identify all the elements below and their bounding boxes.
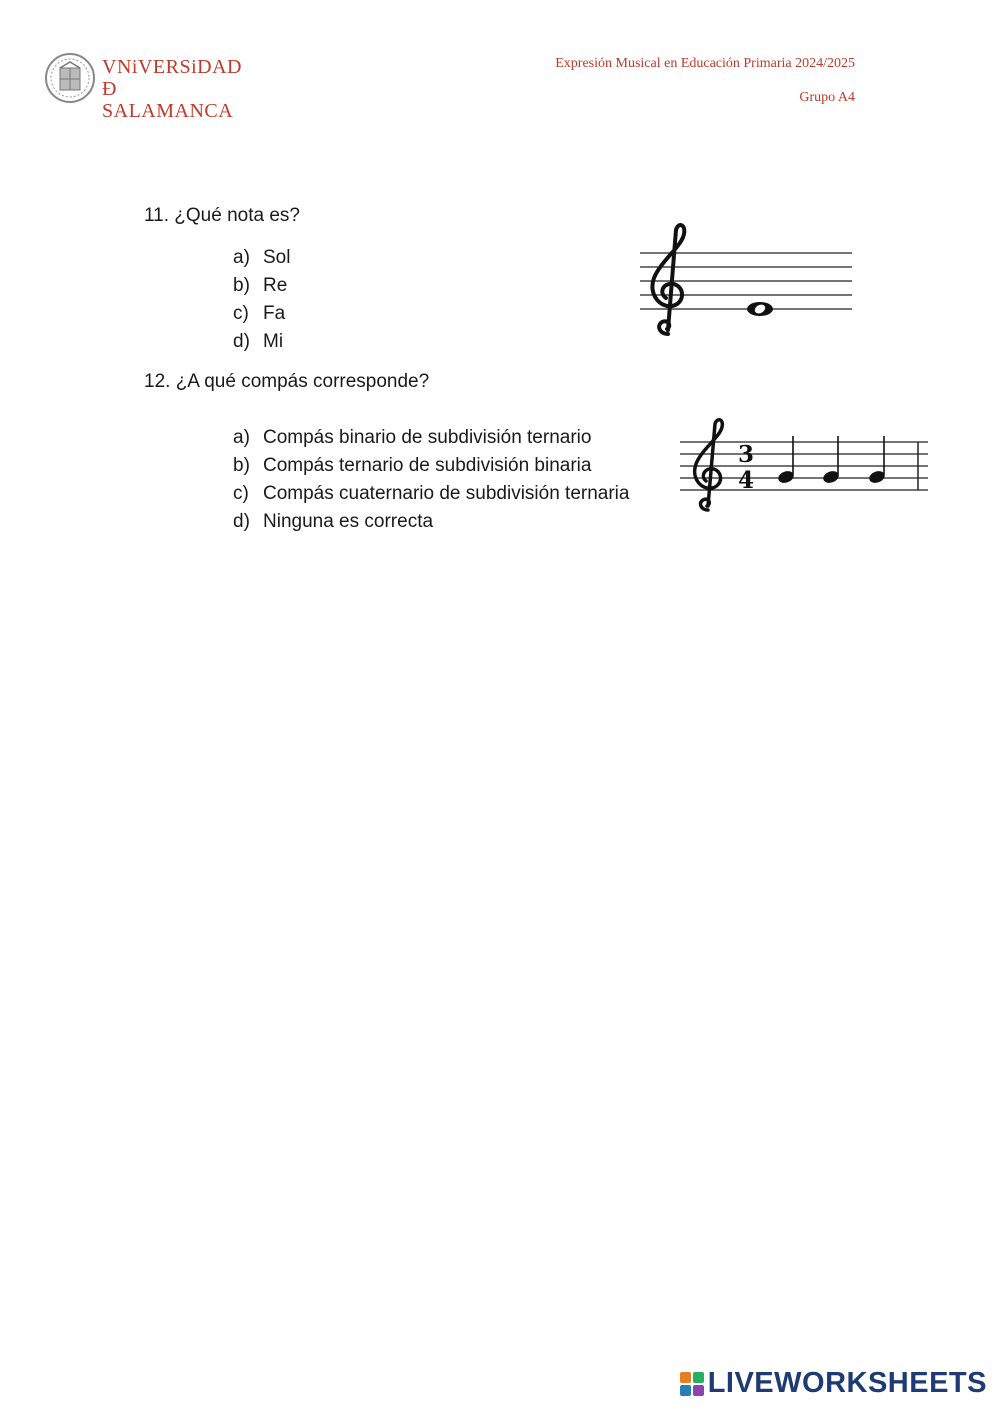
time-signature-top: 3 <box>738 441 755 468</box>
option-text: Mi <box>263 331 284 352</box>
option-text: Compás ternario de subdivisión binaria <box>263 455 592 476</box>
liveworksheets-brand: LIVEWORKSHEETS <box>707 1367 987 1399</box>
university-logo <box>44 50 244 122</box>
option-letter: a) <box>233 427 250 448</box>
course-title: Expresión Musical en Educación Primaria 2024/2025 <box>555 56 855 71</box>
university-seal-icon <box>44 50 96 106</box>
time-signature <box>738 441 754 494</box>
staff-rhythm-image <box>678 416 930 516</box>
staff-note-image <box>638 222 854 338</box>
option-letter: c) <box>233 303 249 324</box>
quarter-note-icon <box>868 436 887 485</box>
option-text: Compás binario de subdivisión ternario <box>263 427 592 448</box>
logo-line-1: VNiVERSiDAD <box>102 56 242 78</box>
time-signature-bottom: 4 <box>738 467 755 494</box>
option-b[interactable] <box>233 272 290 300</box>
question-12-options <box>233 424 629 536</box>
question-number: 12. <box>144 371 171 392</box>
question-12 <box>144 371 429 393</box>
option-text: Fa <box>263 303 286 324</box>
liveworksheets-logo-icon <box>680 1372 704 1396</box>
option-c[interactable] <box>233 300 290 328</box>
option-text: Sol <box>263 247 291 268</box>
treble-clef-icon <box>652 225 684 334</box>
option-d[interactable] <box>233 328 290 356</box>
group-label: Grupo A4 <box>799 90 855 105</box>
option-c[interactable] <box>233 480 629 508</box>
option-letter: b) <box>233 455 250 476</box>
option-text: Ninguna es correcta <box>263 511 434 532</box>
option-b[interactable] <box>233 452 629 480</box>
option-letter: d) <box>233 331 250 352</box>
option-letter: b) <box>233 275 250 296</box>
university-wordmark <box>102 56 244 122</box>
whole-note-icon <box>747 302 773 316</box>
option-letter: c) <box>233 483 249 504</box>
quarter-note-icon <box>822 436 841 485</box>
option-letter: a) <box>233 247 250 268</box>
logo-line-2: Ð SALAMANCA <box>102 78 234 122</box>
option-d[interactable] <box>233 508 629 536</box>
option-a[interactable] <box>233 424 629 452</box>
question-number: 11. <box>144 205 170 226</box>
question-text: ¿A qué compás corresponde? <box>175 371 430 392</box>
treble-clef-icon <box>695 420 723 510</box>
option-text: Re <box>263 275 288 296</box>
option-letter: d) <box>233 511 250 532</box>
question-text: ¿Qué nota es? <box>174 205 300 226</box>
quarter-note-icon <box>777 436 796 485</box>
question-11-options <box>233 244 290 356</box>
option-text: Compás cuaternario de subdivisión ternaria <box>263 483 630 504</box>
option-a[interactable] <box>233 244 290 272</box>
question-11 <box>144 205 300 227</box>
liveworksheets-footer <box>680 1367 987 1400</box>
